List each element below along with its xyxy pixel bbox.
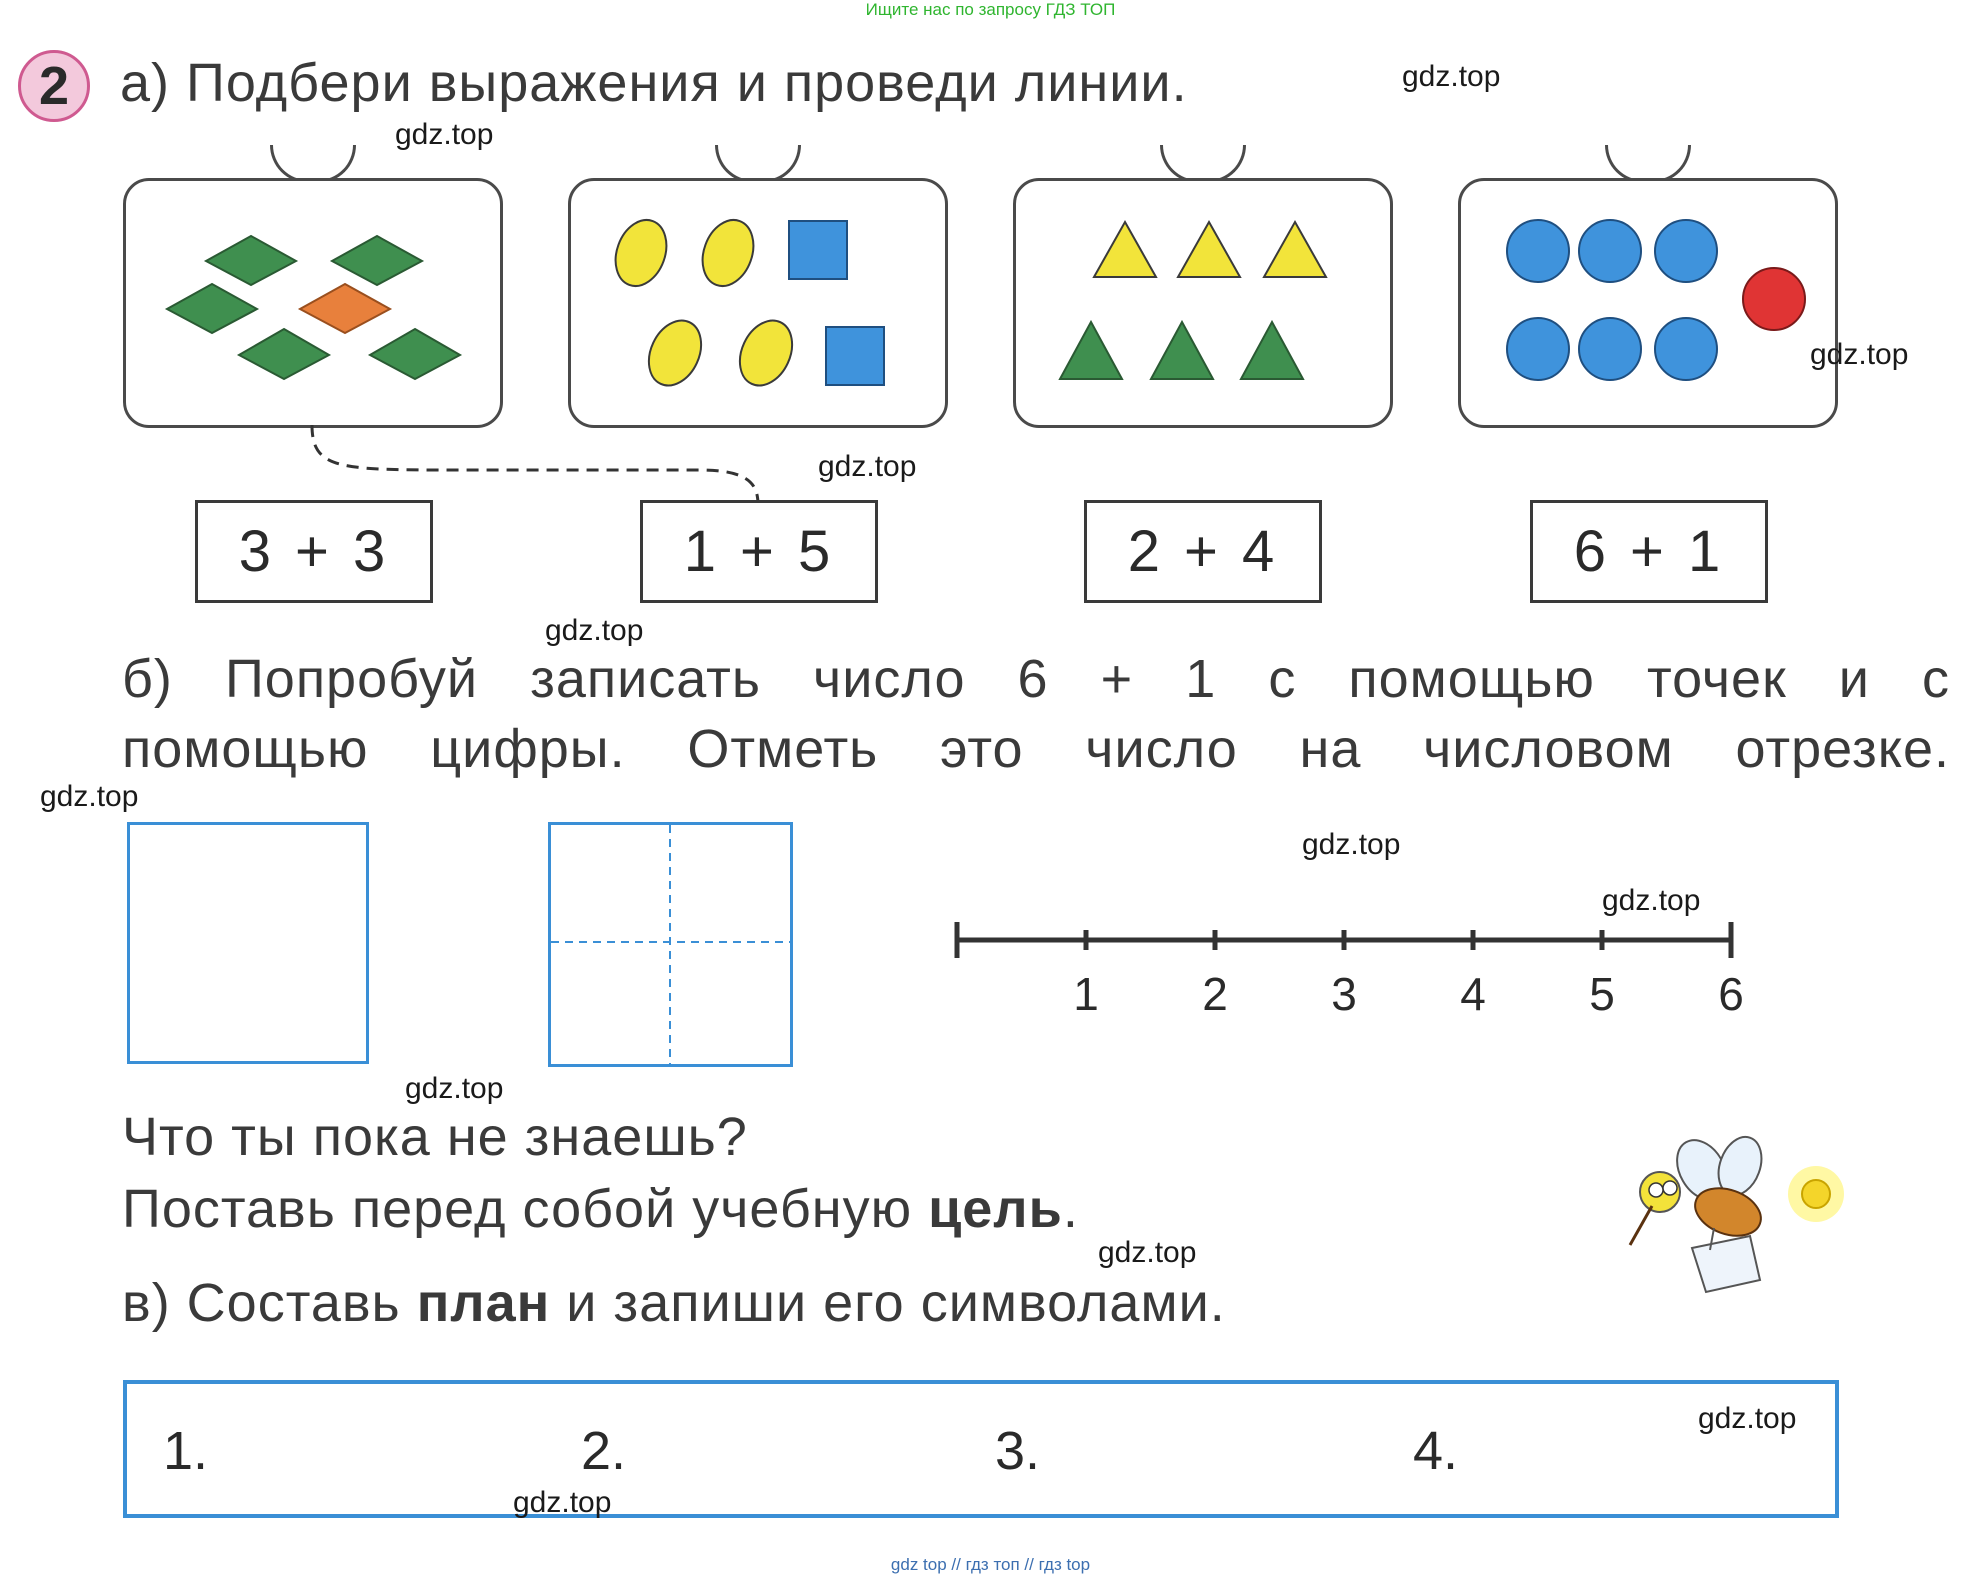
number-line-label: 6: [1718, 968, 1744, 1020]
goal-suffix: .: [1062, 1179, 1079, 1239]
watermark: gdz.top: [1602, 884, 1701, 917]
number-line-label: 2: [1202, 968, 1228, 1020]
expression-text: 6 + 1: [1573, 519, 1725, 584]
expression-card[interactable]: [195, 500, 433, 603]
expression-text: 2 + 4: [1127, 519, 1279, 584]
part-b-instruction-line2: помощью цифры. Отметь это число на числовом отрезке.: [122, 719, 1950, 779]
number-line-label: 1: [1073, 968, 1099, 1020]
plan-answer-box[interactable]: [123, 1380, 1839, 1518]
watermark: gdz.top: [405, 1072, 504, 1105]
number-line-label: 4: [1460, 968, 1486, 1020]
expression-text: 3 + 3: [238, 519, 390, 584]
watermark: gdz.top: [818, 450, 917, 483]
expression-card[interactable]: [640, 500, 878, 603]
number-line-label: 5: [1589, 968, 1615, 1020]
watermark: gdz.top: [1810, 338, 1909, 371]
top-banner: Ищите нас по запросу ГДЗ ТОП: [865, 0, 1116, 19]
digit-guide-lines: [551, 825, 790, 1064]
part-c-suffix: и запиши его символами.: [550, 1273, 1226, 1333]
dots-answer-box[interactable]: [127, 822, 369, 1064]
part-a-instruction: а) Подбери выражения и проведи линии.: [120, 53, 1188, 113]
bee-illustration: [1610, 1130, 1860, 1305]
part-c-instruction: [122, 1272, 1226, 1334]
goal-keyword: цель: [928, 1179, 1063, 1239]
footer-links: gdz top // гдз топ // гдз top: [890, 1555, 1091, 1574]
plan-step-2: 2.: [581, 1421, 627, 1481]
expression-card[interactable]: [1084, 500, 1322, 603]
dashed-connector: [0, 0, 1981, 520]
part-c-prefix: в) Составь: [122, 1273, 417, 1333]
watermark: gdz.top: [1098, 1236, 1197, 1269]
watermark: gdz.top: [1302, 828, 1401, 861]
plan-step-3: 3.: [995, 1421, 1041, 1481]
task-number: 2: [38, 56, 70, 116]
part-c-keyword: план: [416, 1273, 551, 1333]
expression-text: 1 + 5: [683, 519, 835, 584]
number-line[interactable]: [940, 900, 1760, 1030]
watermark: gdz.top: [513, 1486, 612, 1519]
goal-prefix: Поставь перед собой учебную: [122, 1179, 929, 1239]
question-text: Что ты пока не знаешь?: [122, 1107, 748, 1167]
watermark: gdz.top: [395, 118, 494, 151]
plan-step-1: 1.: [163, 1421, 209, 1481]
watermark: gdz.top: [40, 780, 139, 813]
watermark: gdz.top: [1402, 60, 1501, 93]
watermark: gdz.top: [545, 614, 644, 647]
number-line-label: 3: [1331, 968, 1357, 1020]
goal-text: [122, 1178, 1079, 1240]
watermark: gdz.top: [1698, 1402, 1797, 1435]
part-b-instruction-line1: б) Попробуй записать число 6 + 1 с помощью точек и с: [122, 649, 1950, 709]
plan-step-4: 4.: [1413, 1421, 1459, 1481]
expression-card[interactable]: [1530, 500, 1768, 603]
digit-answer-box[interactable]: [548, 822, 793, 1067]
